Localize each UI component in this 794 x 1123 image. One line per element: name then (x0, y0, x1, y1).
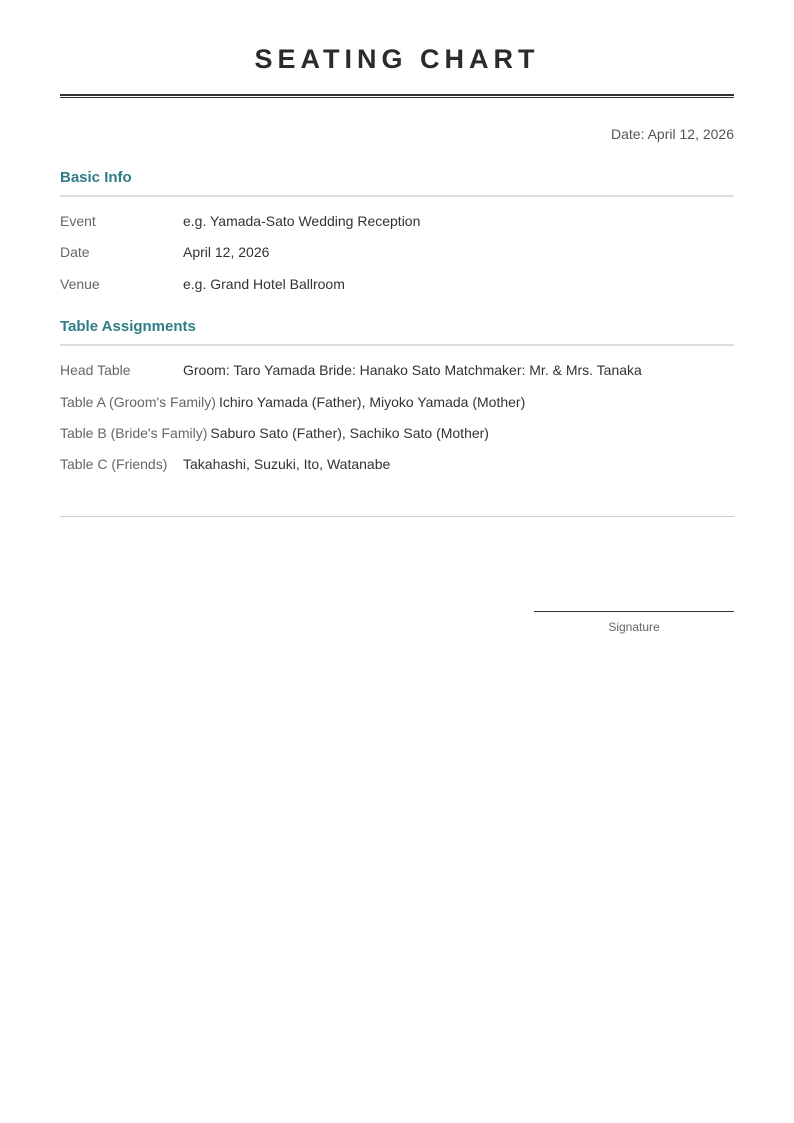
table-assignments-heading: Table Assignments (60, 318, 196, 335)
venue-value: e.g. Grand Hotel Ballroom (183, 276, 345, 292)
signature-line (534, 611, 734, 612)
head-table-label: Head Table (60, 362, 131, 378)
date-label: Date (60, 244, 90, 260)
basic-info-heading: Basic Info (60, 169, 132, 186)
table-b-label: Table B (Bride's Family) (60, 425, 208, 441)
title-divider (60, 94, 734, 98)
table-c-row (60, 454, 734, 474)
table-c-value: Takahashi, Suzuki, Ito, Watanabe (183, 456, 391, 472)
date-value: April 12, 2026 (183, 244, 270, 260)
venue-label: Venue (60, 276, 100, 292)
table-b-value: Saburo Sato (Father), Sachiko Sato (Mother) (210, 425, 489, 441)
event-label: Event (60, 213, 96, 229)
date-row (60, 242, 734, 262)
table-a-label: Table A (Groom's Family) (60, 394, 216, 410)
footer-divider (60, 516, 734, 517)
table-a-row (60, 392, 734, 412)
head-table-row (60, 360, 734, 380)
table-b-row (60, 423, 734, 443)
table-assignments-divider (60, 344, 734, 346)
table-a-value: Ichiro Yamada (Father), Miyoko Yamada (Mother) (218, 394, 526, 410)
event-row (60, 211, 734, 231)
document-title: SEATING CHART (254, 44, 540, 74)
basic-info-divider (60, 195, 734, 197)
signature-label: Signature (608, 620, 660, 634)
head-table-value: Groom: Taro Yamada Bride: Hanako Sato Matchmaker: Mr. & Mrs. Tanaka (183, 362, 642, 378)
venue-row (60, 274, 734, 294)
table-c-label: Table C (Friends) (60, 456, 168, 472)
document-date: Date: April 12, 2026 (611, 126, 734, 142)
event-value: e.g. Yamada-Sato Wedding Reception (183, 213, 421, 229)
